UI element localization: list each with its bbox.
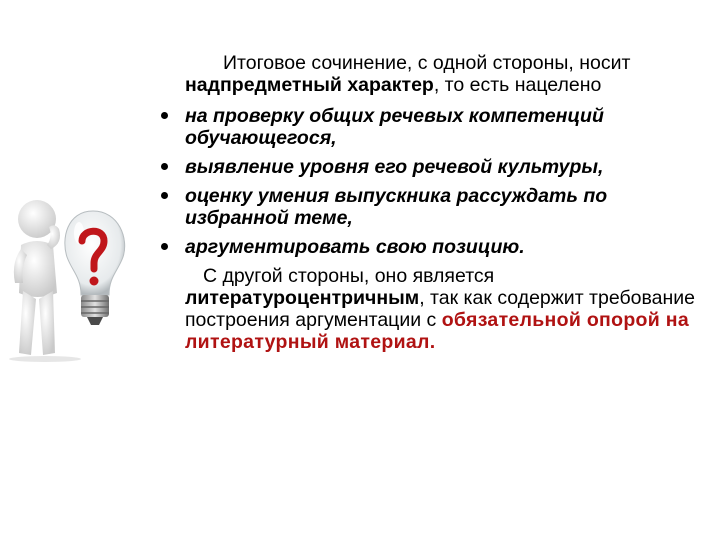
bullet-list bbox=[185, 105, 695, 258]
intro-text-end: , то есть нацелено bbox=[433, 74, 602, 96]
text-content bbox=[185, 52, 695, 353]
conclusion-text-mid: , так как содержит требование построения аргументации с bbox=[185, 287, 695, 331]
thinking-person-with-question-bulb-icon bbox=[5, 183, 135, 363]
bullet-dot-icon bbox=[161, 163, 168, 170]
bullet-item bbox=[185, 185, 695, 229]
bullet-text: оценку умения выпускника рассуждать по избранной теме, bbox=[185, 185, 608, 229]
conclusion-red-phrase: обязательной опорой на литературный материал. bbox=[185, 309, 689, 353]
intro-text: Итоговое сочинение, с одной стороны, носит bbox=[223, 52, 631, 74]
bullet-text: на проверку общих речевых компетенций обучающегося, bbox=[185, 105, 604, 149]
bullet-text: аргументировать свою позицию. bbox=[185, 236, 525, 258]
bullet-dot-icon bbox=[161, 192, 168, 199]
bullet-item bbox=[185, 236, 695, 258]
conclusion-text: С другой стороны, оно является bbox=[203, 265, 495, 287]
bullet-item bbox=[185, 105, 695, 149]
bullet-text: выявление уровня его речевой культуры, bbox=[185, 156, 604, 178]
conclusion-bold-phrase: литературоцентричным bbox=[185, 287, 420, 309]
intro-paragraph bbox=[185, 52, 695, 96]
bullet-item bbox=[185, 156, 695, 178]
conclusion-paragraph bbox=[185, 265, 695, 353]
bullet-dot-icon bbox=[161, 243, 168, 250]
bullet-dot-icon bbox=[161, 112, 168, 119]
intro-bold-phrase: надпредметный характер bbox=[185, 74, 434, 96]
